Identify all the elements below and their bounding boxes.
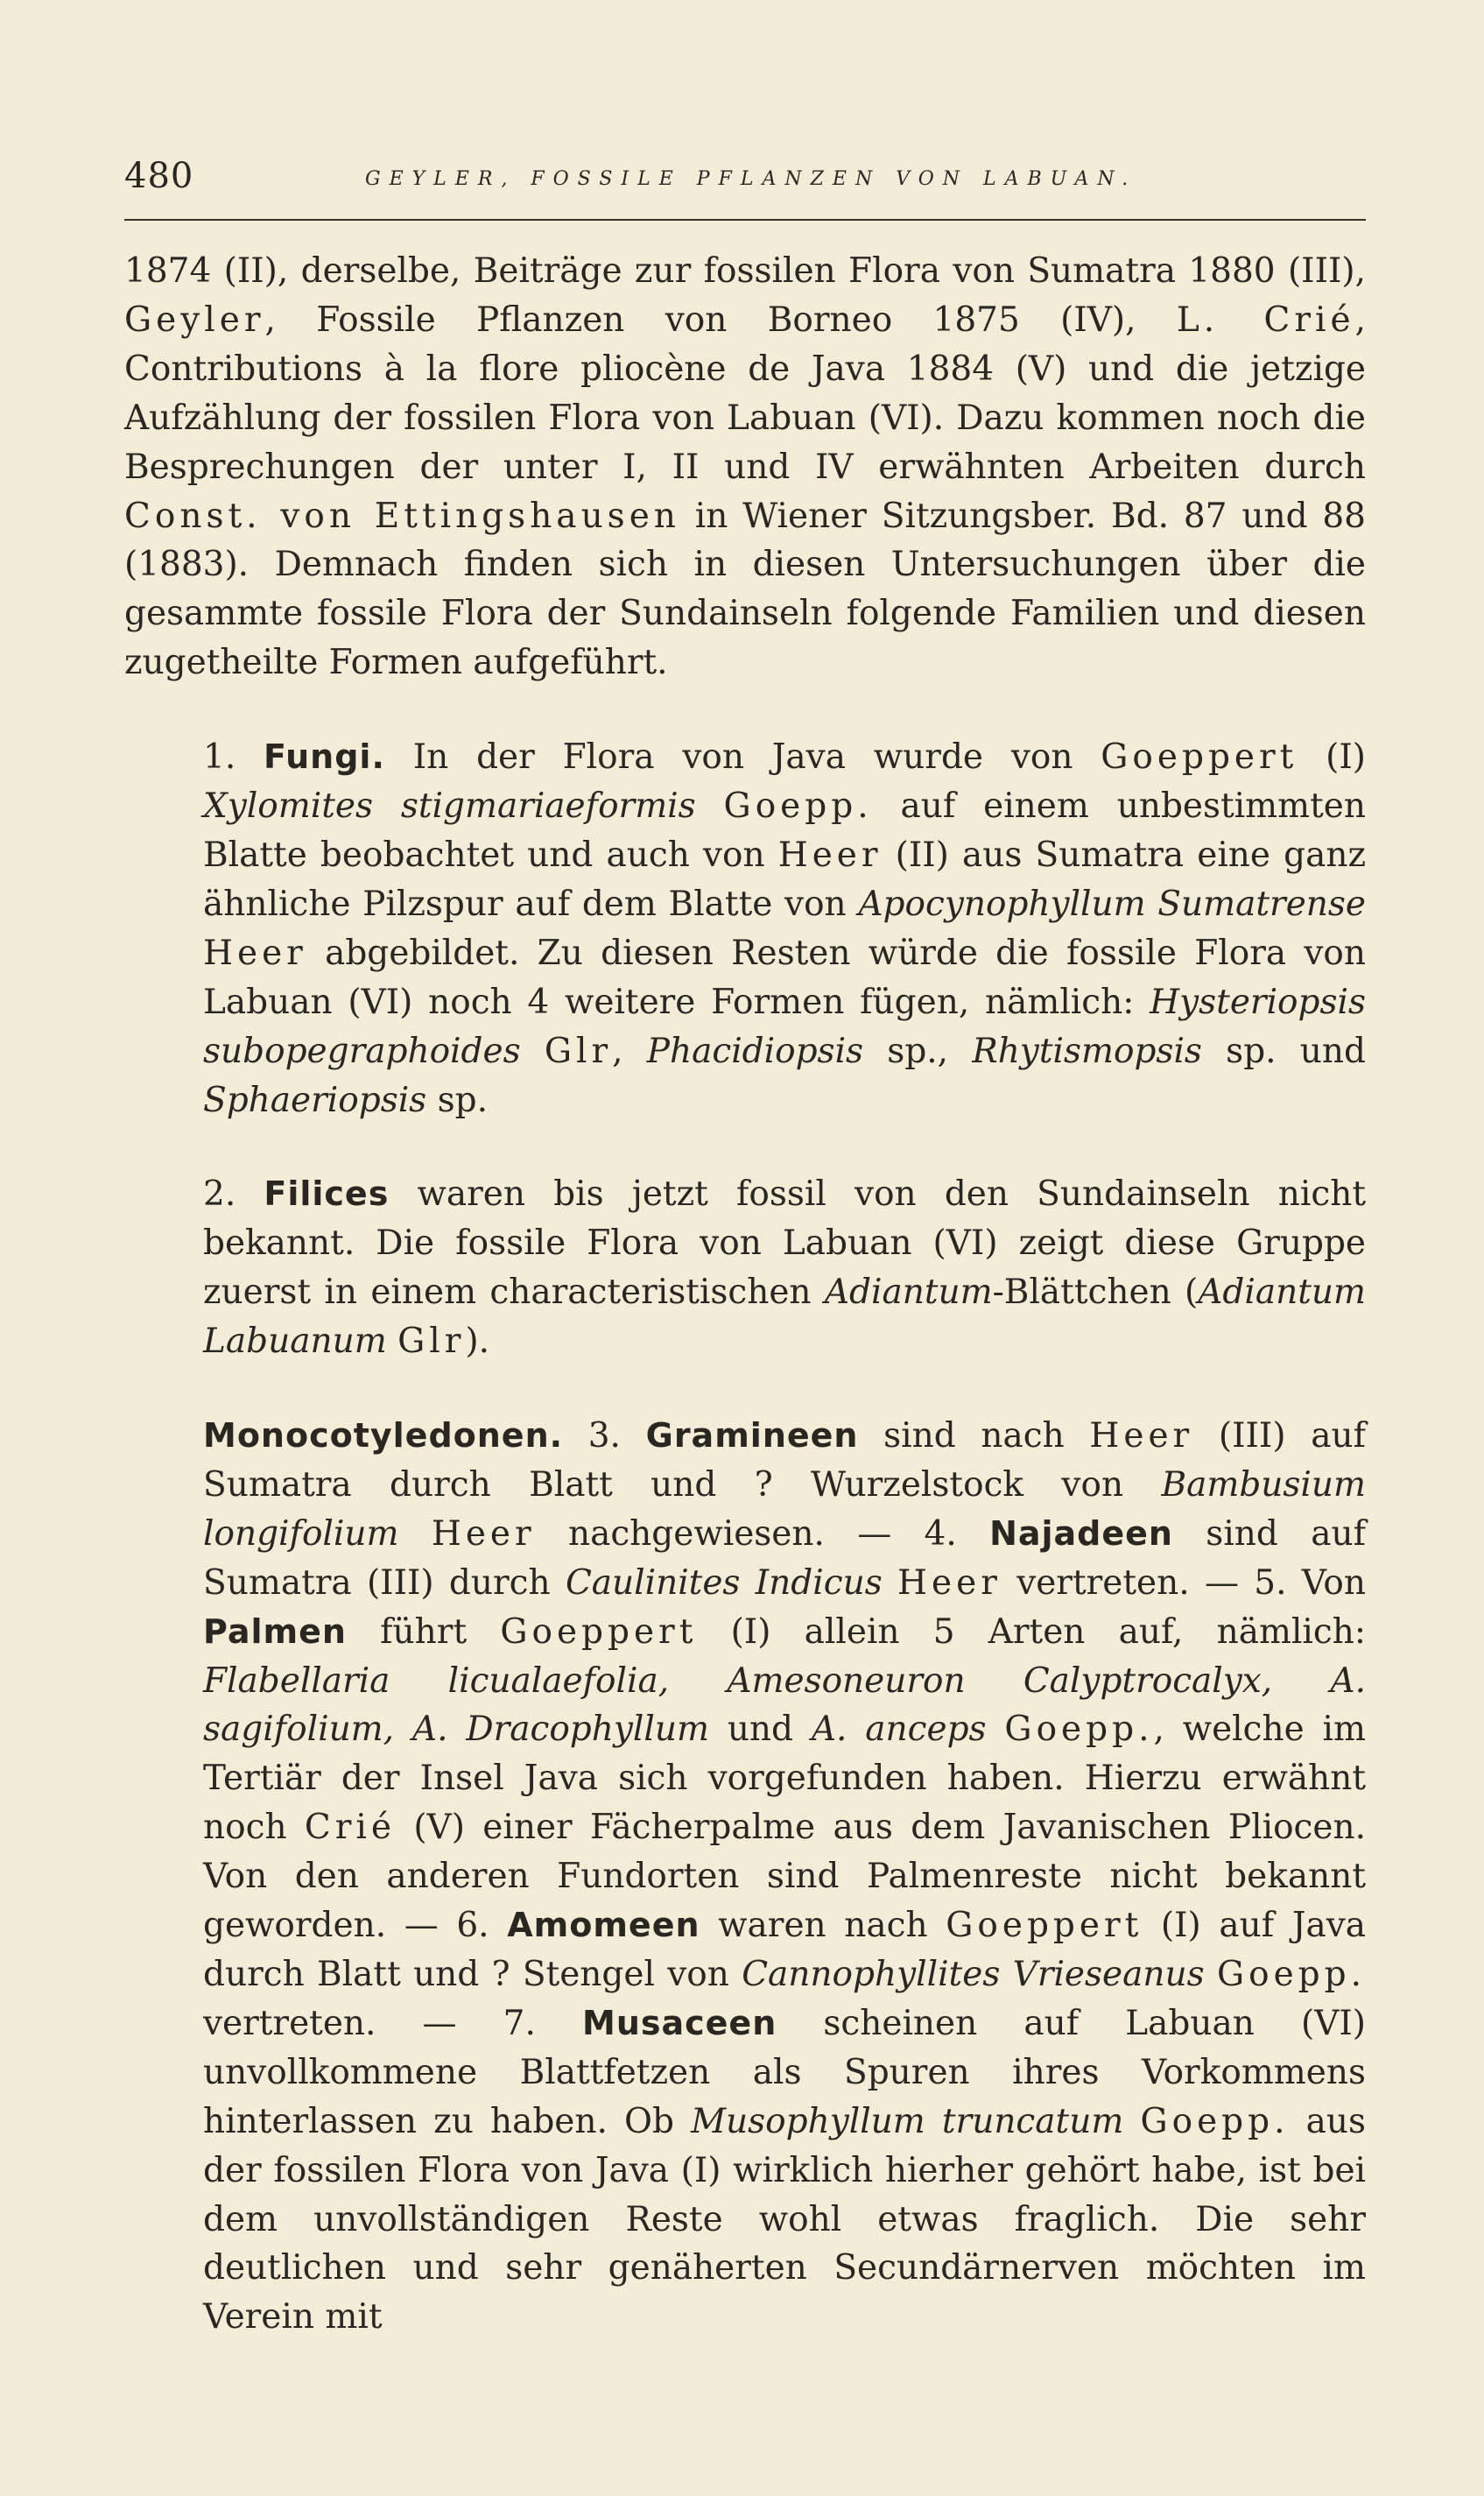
section-heading: Najadeen [989, 1513, 1173, 1553]
taxon-name: Phacidiopsis [646, 1031, 864, 1071]
taxon-name: A. anceps [811, 1710, 987, 1750]
taxon-name: Adiantum Labuanum [203, 1273, 1366, 1362]
taxon-name: Apocynophyllum Sumatrense [858, 884, 1366, 924]
section-heading: Amomeen [507, 1906, 700, 1945]
section-heading: Filices [264, 1174, 390, 1214]
paragraph-filices: 2. Filices waren bis jetzt fossil von den Sundainseln nicht bekannt. Die fossile Flora von Labuan (VI) zeigt diese Gruppe zuerst in einem characteristischen Adiantum-Blättchen (Adiantum Labuanum Glr). [203, 1174, 1366, 1362]
taxon-name: Musophyllum truncatum [691, 2101, 1124, 2141]
author-name: Geyler [124, 300, 265, 340]
section-heading: Gramineen [645, 1416, 859, 1456]
section-heading: Palmen [203, 1611, 347, 1651]
author-name: L. Crié [1176, 300, 1355, 340]
header-rule [124, 219, 1366, 221]
taxon-name: Sphaeriopsis [203, 1080, 427, 1120]
running-head: GEYLER, FOSSILE PFLANZEN VON LABUAN. [365, 168, 1137, 190]
paragraph-monocotyledonen: Monocotyledonen. 3. Gramineen sind nach Heer (III) auf Sumatra durch Blatt und ? Wurzelstock von Bambusium longifolium Heer nachgewiesen. — 4. Najadeen sind auf Sumatra (III) durch Caulinites Indicus Heer vertreten. — 5. Von Palmen führt Goeppert (I) allein 5 Arten auf, nämlich: Flabellaria licualaefolia, Amesoneuron Calyptrocalyx, A. sagifolium, A. Dracophyllum und A. anceps Goepp., welche im Tertiär der Insel Java sich vorgefunden haben. Hierzu erwähnt noch Crié (V) einer Fächerpalme aus dem Javanischen Pliocen. Von den anderen Fundorten sind Palmenreste nicht bekannt geworden. — 6. Amomeen waren nach Goeppert (I) auf Java durch Blatt und ? Stengel von Cannophyllites Vrieseanus Goepp. vertreten. — 7. Musaceen scheinen auf Labuan (VI) unvollkommene Blattfetzen als Spuren ihres Vorkommens hinterlassen zu haben. Ob Musophyllum truncatum Goepp. aus der fossilen Flora von Java (I) wirklich hierher gehört habe, ist bei dem unvollständigen Reste wohl etwas fraglich. Die sehr deutlichen und sehr genäherten Secundärnerven möchten im Verein mit [203, 1416, 1367, 2337]
taxon-name: Bambusium longifolium [203, 1464, 1366, 1554]
page-number: 480 [124, 156, 194, 196]
section-heading: Monocotyledonen. [203, 1416, 564, 1456]
taxon-name: Flabellaria licualaefolia, Amesoneuron Calyptrocalyx, A. sagifolium, A. Dracophyllum [203, 1660, 1366, 1750]
taxon-name: Rhytismopsis [972, 1031, 1202, 1071]
taxon-name: Caulinites Indicus [565, 1562, 883, 1603]
section-heading: Fungi. [264, 737, 385, 777]
section-heading: Musaceen [582, 2003, 777, 2042]
paragraph-fungi: 1. Fungi. In der Flora von Java wurde von Goeppert (I) Xylomites stigmariaeformis Goepp. auf einem unbestimmten Blatte beobachtet und auch von Heer (II) aus Sumatra eine ganz ähnliche Pilzspur auf dem Blatte von Apocynophyllum Sumatrense Heer abgebildet. Zu diesen Resten würde die fossile Flora von Labuan (VI) noch 4 weitere Formen fügen, nämlich: Hysteriopsis subopegraphoides Glr, Phacidiopsis sp., Rhytismopsis sp. und Sphaeriopsis sp. [203, 737, 1366, 1120]
author-name: Const. von Ettingshausen [124, 496, 680, 536]
paragraph-intro: 1874 (II), derselbe, Beiträge zur fossilen Flora von Sumatra 1880 (III), Geyler, Fossile Pflanzen von Borneo 1875 (IV), L. Crié, Contributions à la flore pliocène de Java 1884 (V) und die jetzige Aufzählung der fossilen Flora von Labuan (VI). Dazu kommen noch die Besprechungen der unter I, II und IV erwähnten Arbeiten durch Const. von Ettingshausen in Wiener Sitzungsber. Bd. 87 und 88 (1883). Demnach finden sich in diesen Untersuchungen über die gesammte fossile Flora der Sundainseln folgende Familien und diesen zugetheilte Formen aufgeführt. [124, 251, 1366, 683]
taxon-name: Xylomites stigmariaeformis [203, 786, 696, 827]
body-text [124, 247, 1366, 2342]
page-header [124, 156, 1366, 205]
taxon-name: Adiantum [824, 1273, 993, 1313]
taxon-name: Cannophyllites Vrieseanus [742, 1955, 1205, 1994]
taxon-name: Hysteriopsis subopegraphoides [203, 982, 1366, 1071]
